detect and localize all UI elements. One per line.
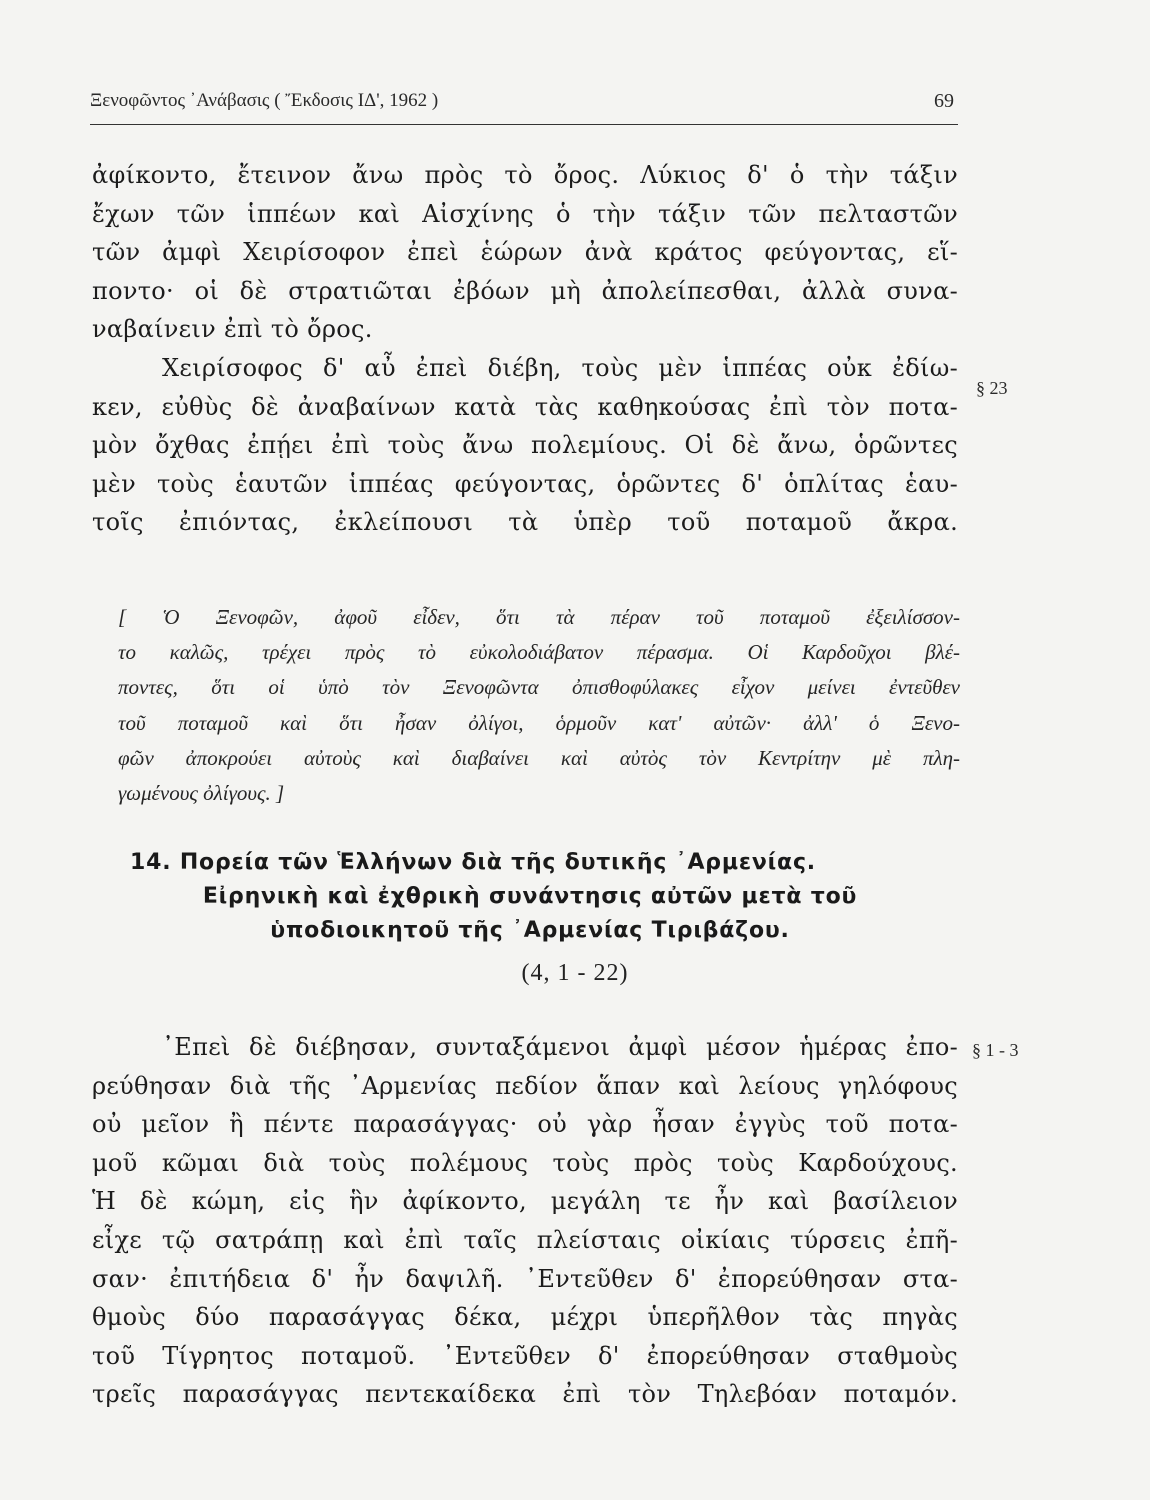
text-line: τοῖς ἐπιόντας, ἐκλείπουσι τὰ ὑπὲρ τοῦ ποταμοῦ ἄκρα. (92, 508, 958, 537)
note-line: γωμένους ὀλίγους. ] (118, 780, 285, 805)
section-marker: § 23 (976, 378, 1008, 398)
text-line: ρεύθησαν διὰ τῆς ᾿Αρμενίας πεδίον ἅπαν καὶ λείους γηλόφους (92, 1071, 958, 1100)
text-line: ναβαίνειν ἐπὶ τὸ ὄρος. (92, 315, 373, 344)
text-line: κεν, εὐθὺς δὲ ἀναβαίνων κατὰ τὰς καθηκούσας ἐπὶ τὸν ποτα- (92, 392, 958, 421)
chapter-reference: (4, 1 - 22) (521, 960, 629, 986)
text-line: μὸν ὄχθας ἐπῄει ἐπὶ τοὺς ἄνω πολεμίους. Οἱ δὲ ἄνω, ὁρῶντες (92, 431, 958, 460)
section-marker: § 1 - 3 (972, 1040, 1019, 1060)
note-line: [ Ὁ Ξενοφῶν, ἀφοῦ εἶδεν, ὅτι τὰ πέραν τοῦ ποταμοῦ ἐξειλίσσον- (118, 605, 960, 629)
text-line: τοῦ Τίγρητος ποταμοῦ. ᾿Εντεῦθεν δ' ἐπορεύθησαν σταθμοὺς (92, 1341, 958, 1370)
text-line: ᾿Επεὶ δὲ διέβησαν, συνταξάμενοι ἀμφὶ μέσον ἡμέρας ἐπο- (162, 1033, 958, 1061)
paragraph-2 (92, 349, 958, 542)
text-line: Χειρίσοφος δ' αὖ ἐπεὶ διέβη, τοὺς μὲν ἱππέας οὐκ ἐδίω- (162, 354, 958, 382)
text-line: μοῦ κῶμαι διὰ τοὺς πολέμους τοὺς πρὸς τοὺς Καρδούχους. (92, 1148, 958, 1177)
heading-line: 14. Πορεία τῶν Ἑλλήνων διὰ τῆς δυτικῆς ᾿Αρμενίας. (130, 850, 816, 875)
note-line: τοῦ ποταμοῦ καὶ ὅτι ἦσαν ὀλίγοι, ὁρμοῦν κατ' αὐτῶν· ἀλλ' ὁ Ξενο- (118, 710, 960, 735)
text-line: μὲν τοὺς ἑαυτῶν ἱππέας φεύγοντας, ὁρῶντες δ' ὁπλίτας ἑαυ- (92, 469, 958, 498)
text-line: τῶν ἀμφὶ Χειρίσοφον ἐπεὶ ἑώρων ἀνὰ κράτος φεύγοντας, εἵ- (92, 238, 958, 267)
text-line: εἶχε τῷ σατράπῃ καὶ ἐπὶ ταῖς πλείσταις οἰκίαις τύρσεις ἐπῆ- (92, 1225, 958, 1254)
text-line: Ἡ δὲ κώμη, εἰς ἣν ἀφίκοντο, μεγάλη τε ἦν καὶ βασίλειον (92, 1187, 958, 1216)
note-line: το καλῶς, τρέχει πρὸς τὸ εὐκολοδιάβατον πέρασμα. Οἱ Καρδοῦχοι βλέ- (118, 640, 960, 665)
editorial-summary (118, 600, 960, 811)
running-header (90, 88, 958, 125)
text-line: οὐ μεῖον ἢ πέντε παρασάγγας· οὐ γὰρ ἦσαν ἐγγὺς τοῦ ποτα- (92, 1110, 958, 1139)
paragraph-1 (92, 156, 958, 349)
header-title: Ξενοφῶντος ᾿Ανάβασις ( Ἔκδοσις ΙΔ', 1962 ) (90, 90, 439, 111)
text-line: τρεῖς παρασάγγας πεντεκαίδεκα ἐπὶ τὸν Τηλεβόαν ποταμόν. (92, 1380, 958, 1409)
page-number: 69 (934, 90, 954, 112)
text-line: θμοὺς δύο παρασάγγας δέκα, μέχρι ὑπερῆλθον τὰς πηγὰς (92, 1303, 958, 1332)
text-line: ποντο· οἱ δὲ στρατιῶται ἐβόων μὴ ἀπολείπεσθαι, ἀλλὰ συνα- (92, 276, 958, 305)
note-line: φῶν ἀποκρούει αὐτοὺς καὶ διαβαίνει καὶ αὐτὸς τὸν Κεντρίτην μὲ πλη- (118, 745, 960, 770)
text-line: σαν· ἐπιτήδεια δ' ἦν δαψιλῆ. ᾿Εντεῦθεν δ' ἐπορεύθησαν στα- (92, 1264, 958, 1293)
note-line: ποντες, ὅτι οἱ ὑπὸ τὸν Ξενοφῶντα ὀπισθοφύλακες εἶχον μείνει ἐντεῦθεν (118, 675, 960, 700)
text-line: ἔχων τῶν ἱππέων καὶ Αἰσχίνης ὁ τὴν τάξιν τῶν πελταστῶν (92, 199, 958, 228)
text-line: ἀφίκοντο, ἔτεινον ἄνω πρὸς τὸ ὄρος. Λύκιος δ' ὁ τὴν τάξιν (92, 161, 958, 189)
heading-line: ὑποδιοικητοῦ τῆς ᾿Αρμενίας Τιριβάζου. (270, 918, 790, 943)
heading-line: Εἰρηνικὴ καὶ ἐχθρικὴ συνάντησις αὐτῶν μετὰ τοῦ (202, 884, 858, 909)
section-heading (130, 846, 930, 948)
paragraph-3 (92, 1028, 958, 1414)
